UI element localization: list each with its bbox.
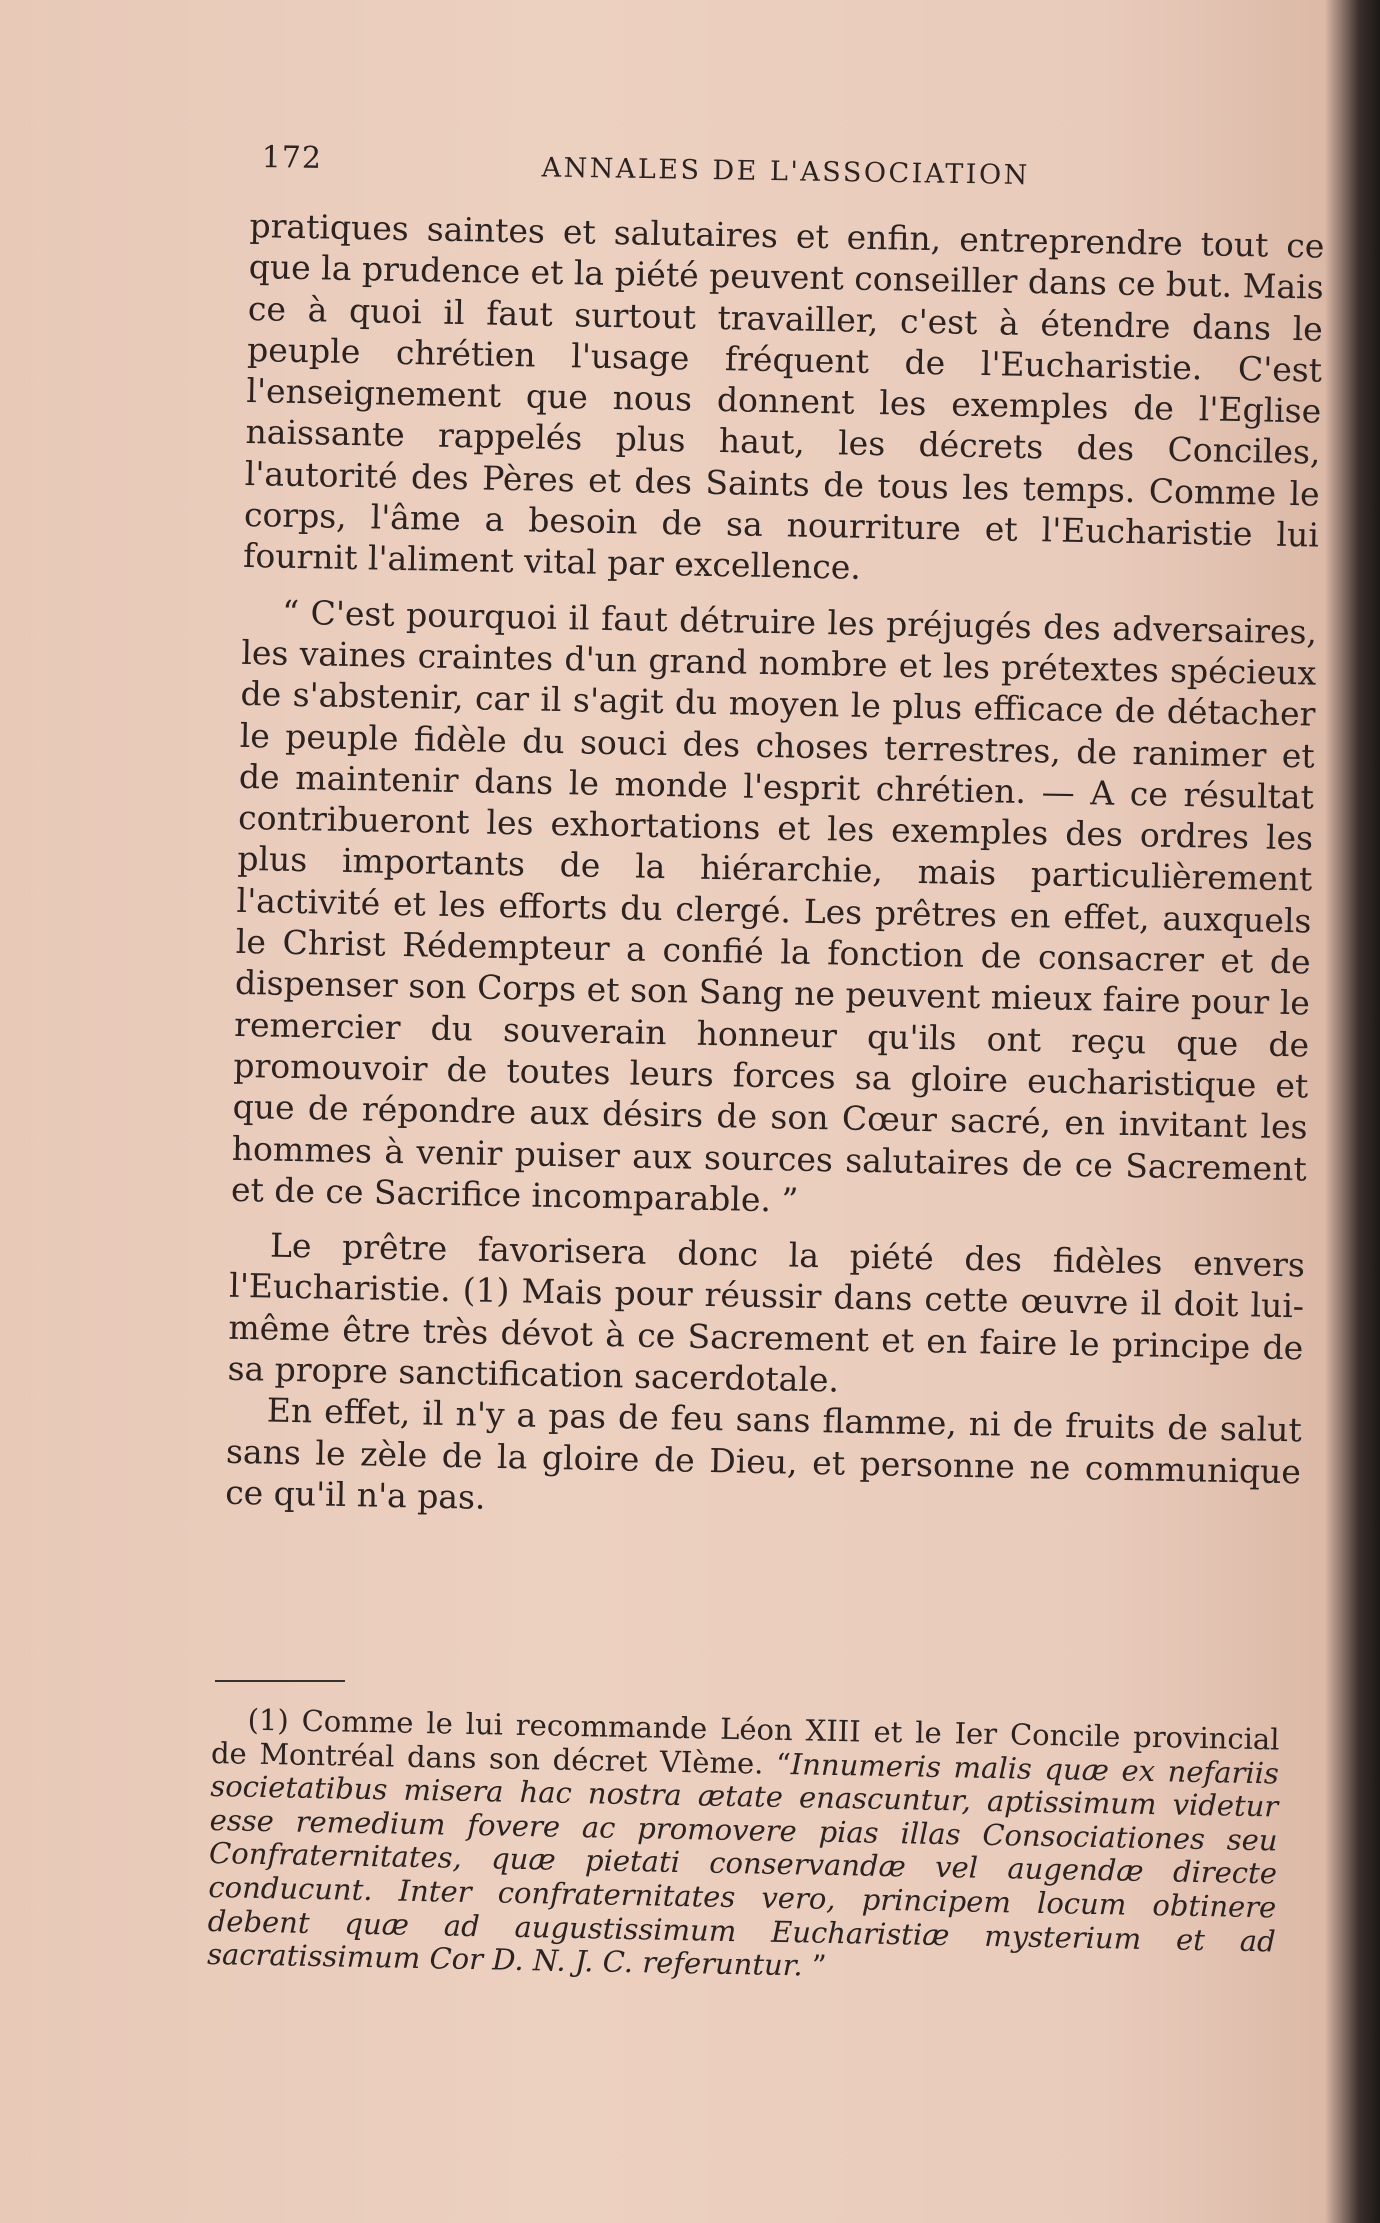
paragraph-3: Le prêtre favorisera donc la piété des fidèles envers l'Eucharistie. (1) Mais pour réussir dans cette œuvre il doit lui-même être très dévot à ce Sacrement et en faire le principe de sa propre sanctification sacerdotale.: [227, 1225, 1306, 1400]
paragraph-1: pratiques saintes et salutaires et enfin, entreprendre tout ce que la prudence et la piété peuvent conseiller dans ce but. Mais ce à quoi il faut surtout travailler, c'est à étendre dans le peuple chrétien l'usage fréquent de l'Eucharistie. C'est l'enseignement que nous donnent les exemples de l'Eglise naissante rappelés plus haut, les décrets des Conciles, l'autorité des Pères et des Saints de tous les temps. Comme le corps, l'âme a besoin de sa nourriture et l'Eucharistie lui fournit l'aliment vital par excellence.: [242, 205, 1325, 588]
running-head: ANNALES DE L'ASSOCIATION: [541, 152, 1030, 192]
body-text: [225, 205, 1325, 1534]
footnote-latin-quote: Innumeris malis quæ ex nefariis societatibus misera hac nostra ætate enascuntur, aptissimum videtur esse remedium fovere ac promovere pias illas Consociationes seu Confraternitates, quæ pietati conservandæ vel augendæ directe conducunt. Inter confraternitates vero, principem locum obtinere debent quæ ad augustissimum Eucharistiæ mysterium et ad sacratissimum Cor D. N. J. C. referuntur.: [206, 1746, 1280, 1983]
footnote: [207, 1703, 1280, 1992]
footnote-paragraph: [207, 1703, 1280, 1992]
footnote-divider: [215, 1680, 345, 1682]
paragraph-2: “ C'est pourquoi il faut détruire les préjugés des adversaires, les vaines craintes d'un grand nombre et les prétextes spécieux de s'abstenir, car il s'agit du moyen le plus efficace de détacher le peuple fidèle du souci des choses terrestres, de ranimer et de maintenir dans le monde l'esprit chrétien. — A ce résultat contribueront les exhortations et les exemples des ordres les plus importants de la hiérarchie, mais particulièrement l'activité et les efforts du clergé. Les prêtres en effet, auxquels le Christ Rédempteur a confié la fonction de consacrer et de dispenser son Corps et son Sang ne peuvent mieux faire pour le remercier du souverain honneur qu'ils ont reçu que de promouvoir de toutes leurs forces sa gloire eucharistique et que de répondre aux désirs de son Cœur sacré, en invitant les hommes à venir puiser aux sources salutaires de ce Sacrement et de ce Sacrifice incomparable. ”: [230, 592, 1318, 1220]
page-number: 172: [261, 140, 323, 176]
page-header: [261, 140, 1312, 206]
footnote-close-quote: ”: [802, 1948, 827, 1984]
paragraph-4: En effet, il n'y a pas de feu sans flamme, ni de fruits de salut sans le zèle de la gloire de Dieu, et personne ne communique ce qu'il n'a pas.: [224, 1390, 1303, 1517]
footnote-text: (1) Comme le lui recommande Léon XIII et le Ier Concile provincial de Montréal dans son décret VIème. “: [210, 1702, 1280, 1781]
